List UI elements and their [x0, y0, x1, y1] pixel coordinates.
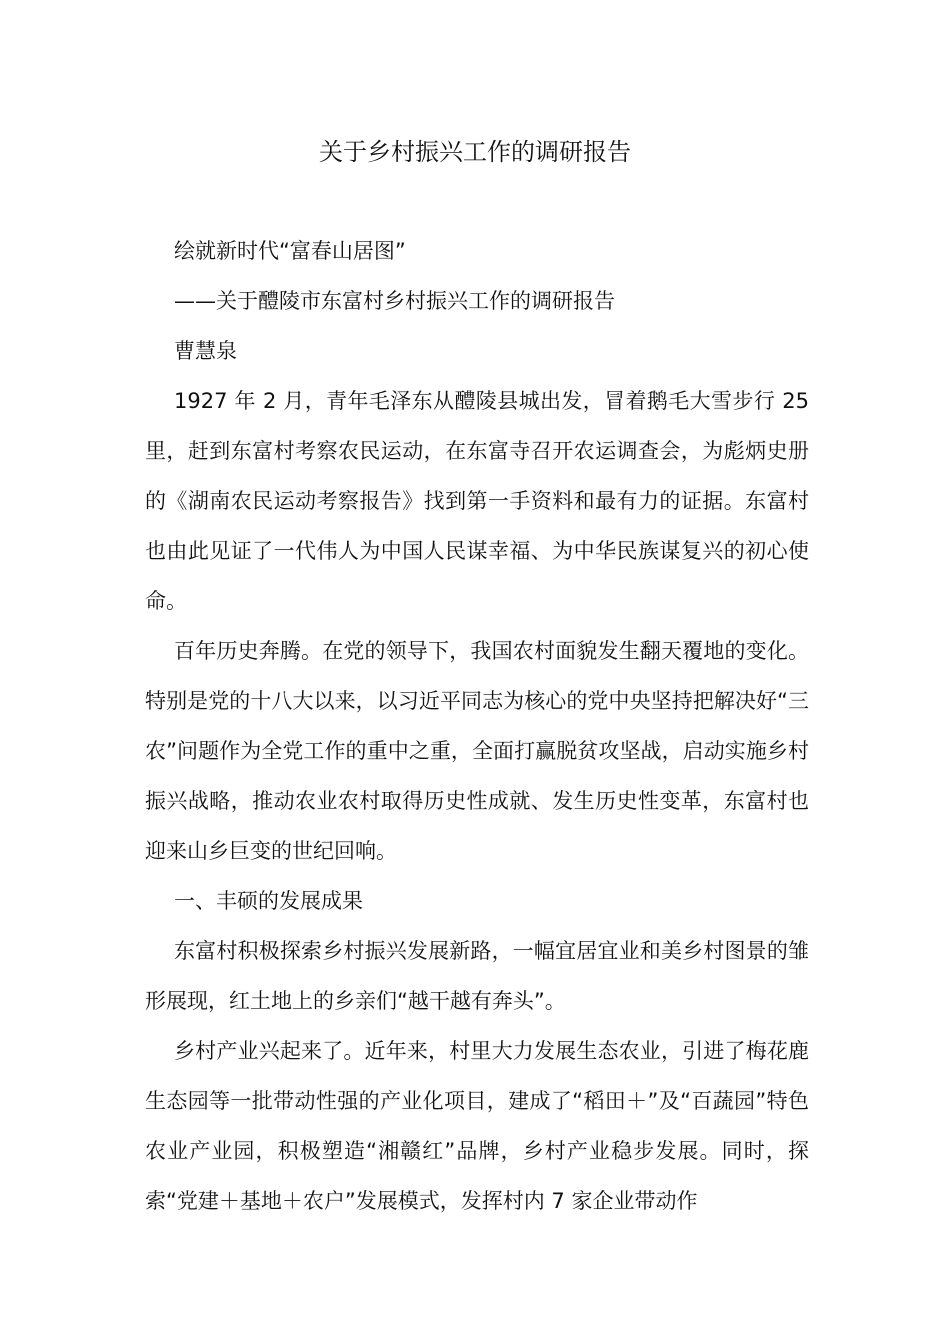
document-body: [145, 226, 809, 1226]
document-title: 关于乡村振兴工作的调研报告: [319, 138, 631, 166]
paragraph: 百年历史奔腾。在党的领导下，我国农村面貌发生翻天覆地的变化。特别是党的十八大以来，以习近平同志为核心的党中央坚持把解决好“三农”问题作为全党工作的重中之重，全面打赢脱贫攻坚战，启动实施乡村振兴战略，推动农业农村取得历史性成就、发生历史性变革，东富村也迎来山乡巨变的世纪回响。: [145, 639, 809, 863]
paragraph: 1927 年 2 月，青年毛泽东从醴陵县城出发，冒着鹅毛大雪步行 25 里，赶到东富村考察农民运动，在东富寺召开农运调查会，为彪炳史册的《湖南农民运动考察报告》找到第一手资料和最有力的证据。东富村也由此见证了一代伟人为中国人民谋幸福、为中华民族谋复兴的初心使命。: [145, 389, 809, 613]
paragraph: 东富村积极探索乡村振兴发展新路，一幅宜居宜业和美乡村图景的雏形展现，红土地上的乡亲们“越干越有奔头”。: [145, 939, 809, 1013]
document-author: 曹慧泉: [174, 339, 237, 363]
document-subheading: ——关于醴陵市东富村乡村振兴工作的调研报告: [174, 289, 615, 313]
document-subtitle: 绘就新时代“富春山居图”: [174, 239, 406, 263]
paragraph: 乡村产业兴起来了。近年来，村里大力发展生态农业，引进了梅花鹿生态园等一批带动性强的产业化项目，建成了“稻田＋”及“百蔬园”特色农业产业园，积极塑造“湘赣红”品牌，乡村产业稳步发展。同时，探索“党建＋基地＋农户”发展模式，发挥村内 7 家企业带动作: [145, 1039, 809, 1213]
section-heading: 一、丰硕的发展成果: [174, 889, 363, 913]
